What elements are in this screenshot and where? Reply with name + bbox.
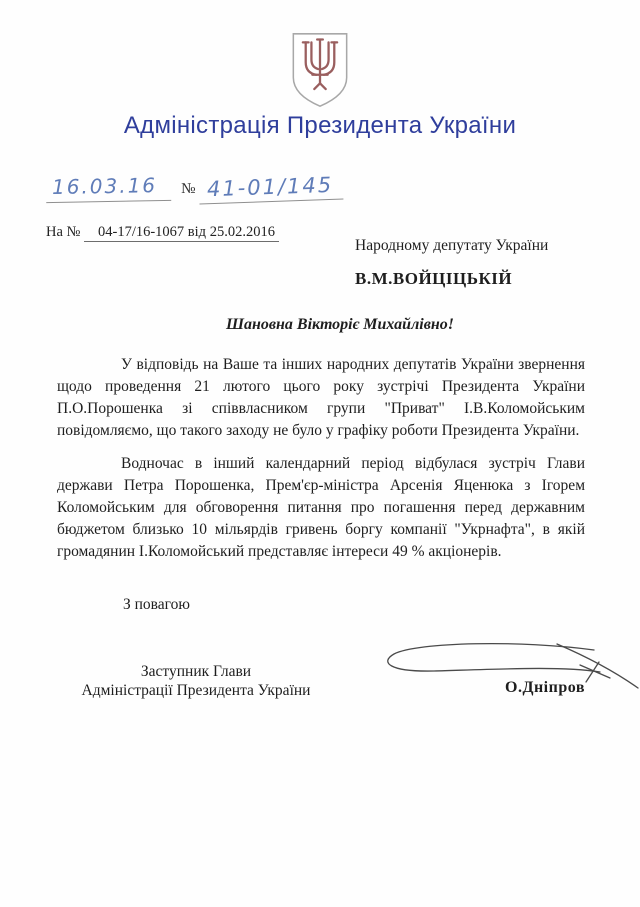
body-paragraph-2: Водночас в інший календарний період відбулася зустріч Глави держави Петра Порошенка, Прем'єр-міністра Арсенія Яценюка з Ігорем Коломойським для обговорення питання про погашення перед державним бюджетом близько 10 мільярдів гривень боргу компанії "Укрнафта", в якій громадянин І.Коломойський представляє інтереси 49 % акціонерів.: [57, 455, 585, 560]
incoming-reference-prefix: На №: [46, 224, 81, 240]
body-paragraph-1: У відповідь на Ваше та інших народних депутатів України звернення щодо проведення 21 лютого цього року зустрічі Президента України П.О.Порошенка зі співвласником групи "Приват" І.В.Коломойським повідомляємо, що такого заходу не було у графіку роботи Президента України.: [57, 356, 585, 439]
incoming-reference-value: 04-17/16-1067 від 25.02.2016: [84, 224, 279, 242]
closing-phrase: З повагою: [123, 596, 190, 613]
signer-position-line1: Заступник Глави: [140, 663, 252, 680]
addressee-title: Народному депутату України: [355, 237, 549, 254]
addressee-block: [355, 237, 548, 289]
letter-body: [57, 354, 585, 563]
number-sign: №: [181, 181, 196, 197]
signer-position-block: [76, 662, 316, 700]
coat-of-arms-emblem: [287, 30, 353, 110]
organization-title: Адміністрація Президента України: [123, 112, 517, 139]
signer-position-line2: Адміністрації Президента України: [81, 682, 311, 699]
incoming-reference-line: [46, 224, 279, 241]
ukraine-trident-icon: [287, 30, 353, 110]
signer-name: О.Дніпров: [505, 679, 585, 696]
addressee-name: В.М.ВОЙЦІЦЬКІЙ: [355, 269, 513, 288]
salutation: Шановна Вікторіє Михайлівно!: [226, 316, 454, 333]
outgoing-reference-line: [46, 174, 344, 202]
outgoing-number-handwritten: 41-01/145: [199, 172, 344, 204]
outgoing-date-handwritten: 16.03.16: [46, 173, 172, 203]
